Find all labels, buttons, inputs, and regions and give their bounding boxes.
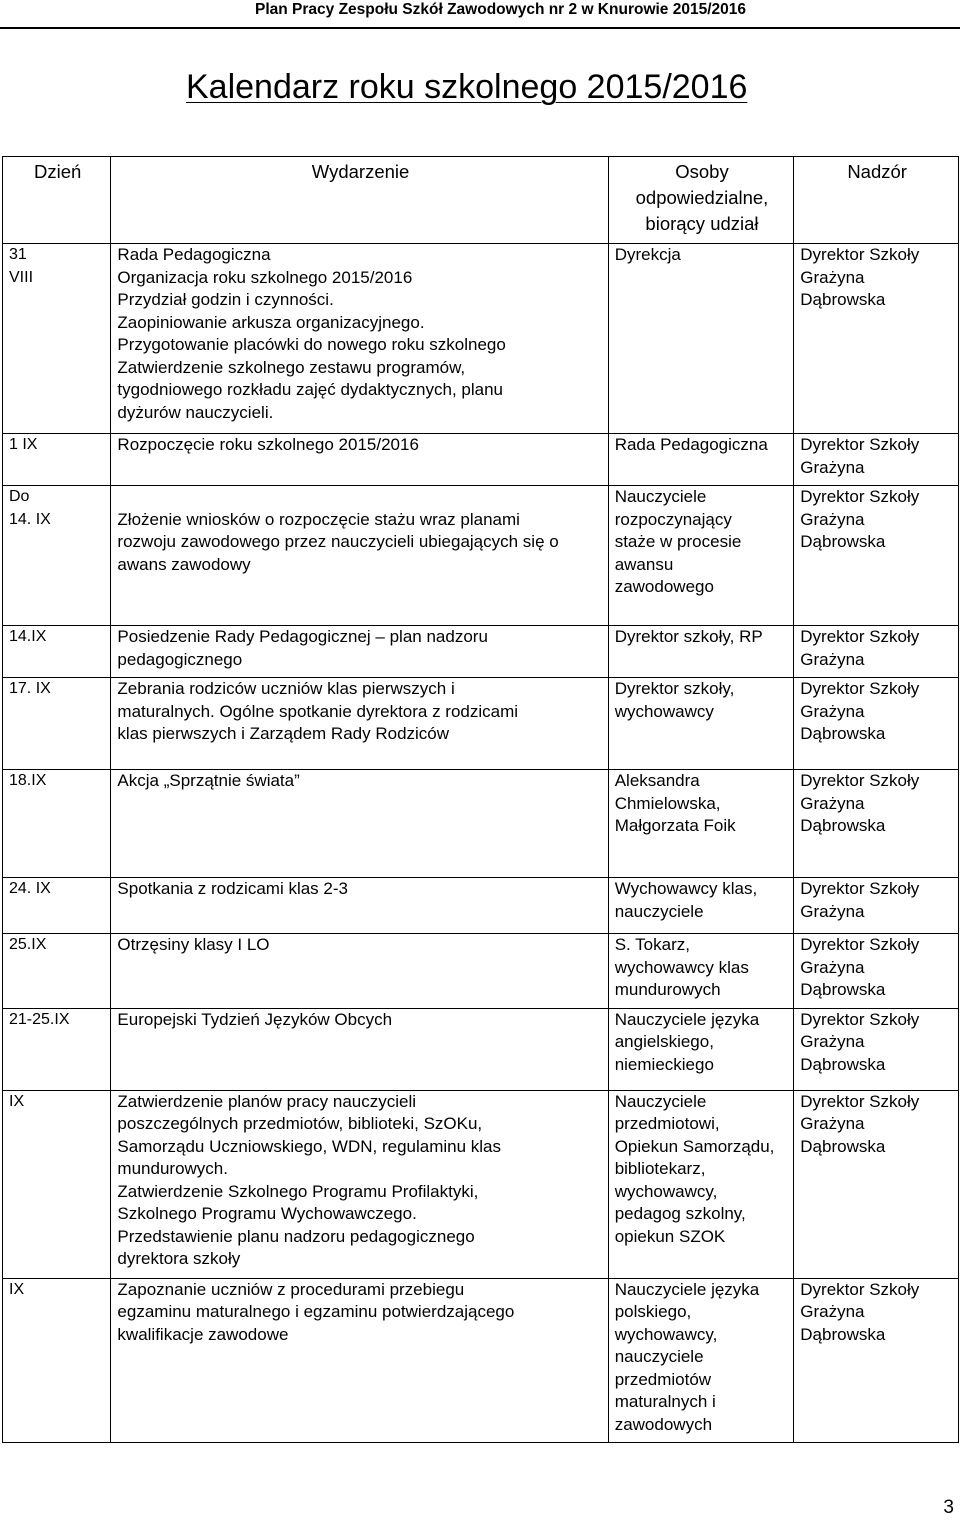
- cell-line: maturalnych i: [614, 1392, 716, 1411]
- table-cell-supervision: [794, 678, 959, 770]
- cell-line: staże w procesie: [614, 532, 742, 551]
- table-cell-day: [3, 678, 111, 770]
- column-header-day: Dzień: [3, 157, 111, 244]
- cell-line: 18.IX: [9, 772, 47, 789]
- calendar-table-body: [3, 157, 959, 1443]
- table-cell-responsible: [608, 878, 794, 934]
- cell-line: S. Tokarz,: [614, 935, 690, 954]
- table-row: [3, 1090, 959, 1278]
- cell-line: Dąbrowska: [800, 1054, 886, 1074]
- cell-line: Rada Pedagogiczna: [614, 435, 768, 454]
- table-cell-event: [111, 878, 608, 934]
- cell-line: IX: [9, 1280, 25, 1298]
- table-cell-supervision: [794, 1278, 959, 1443]
- cell-line: 25.IX: [9, 936, 47, 953]
- table-cell-day: [3, 244, 111, 434]
- cell-line: Europejski Tydzień Języków Obcych: [117, 1009, 393, 1029]
- table-cell-event: [111, 1090, 608, 1278]
- cell-line: 14.IX: [9, 628, 47, 645]
- cell-line: Opiekun Samorządu,: [614, 1136, 775, 1156]
- cell-line: Dyrektor Szkoły: [800, 245, 920, 264]
- table-cell-supervision: [794, 244, 959, 434]
- cell-line: bibliotekarz,: [614, 1159, 706, 1178]
- cell-line: 17. IX: [9, 680, 51, 697]
- table-row: [3, 244, 959, 434]
- cell-line: Organizacja roku szkolnego 2015/2016: [117, 267, 413, 287]
- cell-line: Szkolnego Programu Wychowawczego.: [117, 1204, 417, 1223]
- cell-line: 24. IX: [9, 880, 51, 897]
- table-cell-responsible: [608, 770, 794, 878]
- cell-line: Zatwierdzenie planów pracy nauczycieli: [117, 1091, 417, 1111]
- table-cell-responsible: [608, 678, 794, 770]
- cell-line: Przydział godzin i czynności.: [117, 290, 334, 309]
- table-cell-responsible: [608, 434, 794, 486]
- cell-line: Nauczyciele języka: [614, 1279, 760, 1299]
- table-row: [3, 1278, 959, 1443]
- cell-line: przedmiotowi,: [614, 1114, 720, 1133]
- calendar-table: [2, 156, 959, 1443]
- cell-line: Spotkania z rodzicami klas 2-3: [117, 879, 348, 898]
- table-cell-event: [111, 244, 608, 434]
- cell-line: Dyrektor Szkoły: [800, 879, 920, 898]
- cell-line: angielskiego,: [614, 1032, 714, 1051]
- cell-line: 1 IX: [9, 436, 38, 453]
- cell-line: IX: [9, 1092, 25, 1110]
- cell-line: Nauczyciele: [614, 487, 707, 506]
- page-title: Kalendarz roku szkolnego 2015/2016: [186, 68, 748, 106]
- cell-line: Grażyna: [800, 509, 865, 529]
- table-cell-day: [3, 434, 111, 486]
- cell-line: poszczególnych przedmiotów, biblioteki, SzOKu,: [117, 1114, 483, 1133]
- table-row: [3, 1008, 959, 1090]
- cell-line: Grażyna: [800, 1114, 865, 1133]
- cell-line: Grażyna: [800, 793, 865, 813]
- table-cell-day: [3, 1008, 111, 1090]
- cell-line: mundurowych.: [117, 1159, 228, 1178]
- cell-line: Zatwierdzenie Szkolnego Programu Profilaktyki,: [117, 1181, 479, 1201]
- table-cell-responsible: [608, 244, 794, 434]
- cell-line: 31: [9, 246, 27, 263]
- cell-line: Dyrektor Szkoły: [800, 1279, 920, 1299]
- cell-line: Grażyna: [800, 1302, 865, 1321]
- cell-line: 14. IX: [9, 510, 51, 528]
- cell-line: rozpoczynający: [614, 509, 732, 529]
- cell-line: [117, 486, 603, 509]
- cell-line: Dyrektor Szkoły: [800, 1009, 920, 1029]
- table-cell-supervision: [794, 770, 959, 878]
- table-header-row: [3, 157, 959, 244]
- cell-line: przedmiotów: [614, 1369, 712, 1389]
- cell-line: Grażyna: [800, 957, 865, 977]
- cell-line: niemieckiego: [614, 1054, 714, 1074]
- cell-line: Przedstawienie planu nadzoru pedagogicznego: [117, 1226, 475, 1246]
- page-number: 3: [943, 1497, 954, 1518]
- cell-line: zawodowego: [614, 577, 714, 596]
- table-cell-responsible: [608, 486, 794, 626]
- column-header-event: Wydarzenie: [111, 157, 608, 244]
- cell-line: Chmielowska,: [614, 793, 721, 813]
- cell-line: awans zawodowy: [117, 554, 251, 574]
- cell-line: Dyrektor Szkoły: [800, 771, 920, 790]
- cell-line: Grażyna: [800, 457, 865, 477]
- table-cell-event: [111, 770, 608, 878]
- cell-line: Do: [9, 488, 30, 505]
- cell-line: Posiedzenie Rady Pedagogicznej – plan nadzoru: [117, 627, 488, 646]
- cell-line: Grażyna: [800, 701, 865, 721]
- cell-line: Dąbrowska: [800, 1136, 886, 1156]
- cell-line: Dyrektor Szkoły: [800, 435, 920, 454]
- cell-line: Małgorzata Foik: [614, 816, 736, 835]
- cell-line: awansu: [614, 554, 674, 574]
- cell-line: Zapoznanie uczniów z procedurami przebiegu: [117, 1279, 465, 1299]
- cell-line: Dyrektor szkoły,: [614, 679, 735, 698]
- cell-line: Nauczyciele języka: [614, 1009, 760, 1029]
- table-cell-day: [3, 486, 111, 626]
- cell-line: Samorządu Uczniowskiego, WDN, regulaminu klas: [117, 1136, 502, 1156]
- cell-line: egzaminu maturalnego i egzaminu potwierdzającego: [117, 1302, 515, 1321]
- table-cell-day: [3, 626, 111, 678]
- cell-line: Aleksandra: [614, 771, 700, 790]
- cell-line: Dąbrowska: [800, 532, 886, 551]
- table-cell-responsible: [608, 1090, 794, 1278]
- cell-line: Dąbrowska: [800, 816, 886, 835]
- table-cell-supervision: [794, 1090, 959, 1278]
- cell-line: Rozpoczęcie roku szkolnego 2015/2016: [117, 435, 419, 454]
- table-row: [3, 878, 959, 934]
- column-header-responsible: Osoby odpowiedzialne, biorący udział: [608, 157, 794, 244]
- cell-line: pedagog szkolny,: [614, 1204, 746, 1223]
- table-cell-event: [111, 1008, 608, 1090]
- running-header: Plan Pracy Zespołu Szkół Zawodowych nr 2 w Knurowie 2015/2016: [255, 1, 746, 18]
- table-row: [3, 678, 959, 770]
- cell-line: Grażyna: [800, 901, 865, 921]
- table-cell-supervision: [794, 878, 959, 934]
- cell-line: Wychowawcy klas,: [614, 879, 758, 898]
- cell-line: Nauczyciele: [614, 1091, 707, 1111]
- cell-line: Dyrektor Szkoły: [800, 487, 920, 506]
- cell-line: Dyrekcja: [614, 245, 681, 264]
- column-header-supervision: Nadzór: [794, 157, 959, 244]
- table-cell-event: [111, 1278, 608, 1443]
- table-cell-day: [3, 1278, 111, 1443]
- cell-line: Dąbrowska: [800, 980, 886, 999]
- cell-line: Przygotowanie placówki do nowego roku szkolnego: [117, 335, 506, 354]
- cell-line: Dąbrowska: [800, 724, 886, 743]
- cell-line: wychowawcy,: [614, 1324, 718, 1344]
- table-cell-supervision: [794, 1008, 959, 1090]
- cell-line: wychowawcy,: [614, 1181, 718, 1201]
- table-row: [3, 770, 959, 878]
- table-cell-day: [3, 1090, 111, 1278]
- header-divider: [0, 27, 960, 29]
- cell-line: Rada Pedagogiczna: [117, 245, 271, 264]
- table-cell-supervision: [794, 434, 959, 486]
- table-cell-responsible: [608, 1008, 794, 1090]
- cell-line: VIII: [9, 268, 34, 286]
- cell-line: tygodniowego rozkładu zajęć dydaktycznych, planu: [117, 380, 503, 399]
- table-cell-supervision: [794, 486, 959, 626]
- table-row: [3, 934, 959, 1009]
- table-cell-responsible: [608, 934, 794, 1009]
- table-row: [3, 626, 959, 678]
- cell-line: nauczyciele: [614, 1347, 704, 1366]
- cell-line: nauczyciele: [614, 901, 704, 921]
- cell-line: dyżurów nauczycieli.: [117, 402, 274, 422]
- cell-line: Grażyna: [800, 267, 865, 287]
- table-cell-event: [111, 434, 608, 486]
- table-cell-day: [3, 934, 111, 1009]
- cell-line: polskiego,: [614, 1302, 692, 1321]
- cell-line: Dąbrowska: [800, 1324, 886, 1344]
- table-cell-responsible: [608, 1278, 794, 1443]
- cell-line: 21-25.IX: [9, 1010, 70, 1028]
- cell-line: Grażyna: [800, 1032, 865, 1051]
- cell-line: rozwoju zawodowego przez nauczycieli ubiegających się o: [117, 532, 559, 551]
- cell-line: Zaopiniowanie arkusza organizacyjnego.: [117, 312, 425, 332]
- cell-line: mundurowych: [614, 980, 721, 999]
- cell-line: zawodowych: [614, 1414, 713, 1434]
- table-cell-event: [111, 934, 608, 1009]
- table-cell-event: [111, 626, 608, 678]
- cell-line: Akcja „Sprzątnie świata”: [117, 771, 300, 790]
- cell-line: kwalifikacje zawodowe: [117, 1324, 289, 1344]
- table-cell-responsible: [608, 626, 794, 678]
- cell-line: Grażyna: [800, 649, 865, 669]
- cell-line: pedagogicznego: [117, 649, 243, 669]
- cell-line: Dąbrowska: [800, 290, 886, 309]
- table-row: [3, 434, 959, 486]
- cell-line: klas pierwszych i Zarządem Rady Rodziców: [117, 724, 450, 743]
- table-cell-event: [111, 486, 608, 626]
- table-cell-supervision: [794, 626, 959, 678]
- table-row: [3, 486, 959, 626]
- table-cell-day: [3, 878, 111, 934]
- cell-line: Zebrania rodziców uczniów klas pierwszych i: [117, 679, 455, 698]
- cell-line: Dyrektor Szkoły: [800, 935, 920, 954]
- cell-line: maturalnych. Ogólne spotkanie dyrektora z rodzicami: [117, 701, 519, 721]
- cell-line: Dyrektor Szkoły: [800, 627, 920, 646]
- cell-line: wychowawcy: [614, 701, 714, 721]
- table-cell-day: [3, 770, 111, 878]
- cell-line: wychowawcy klas: [614, 957, 749, 977]
- cell-line: Złożenie wniosków o rozpoczęcie stażu wraz planami: [117, 509, 520, 529]
- cell-line: Otrzęsiny klasy I LO: [117, 935, 270, 954]
- cell-line: opiekun SZOK: [614, 1226, 726, 1246]
- cell-line: Dyrektor szkoły, RP: [614, 627, 763, 646]
- table-cell-event: [111, 678, 608, 770]
- cell-line: Zatwierdzenie szkolnego zestawu programów,: [117, 357, 466, 377]
- cell-line: dyrektora szkoły: [117, 1249, 241, 1268]
- cell-line: Dyrektor Szkoły: [800, 1091, 920, 1111]
- cell-line: Dyrektor Szkoły: [800, 679, 920, 698]
- table-cell-supervision: [794, 934, 959, 1009]
